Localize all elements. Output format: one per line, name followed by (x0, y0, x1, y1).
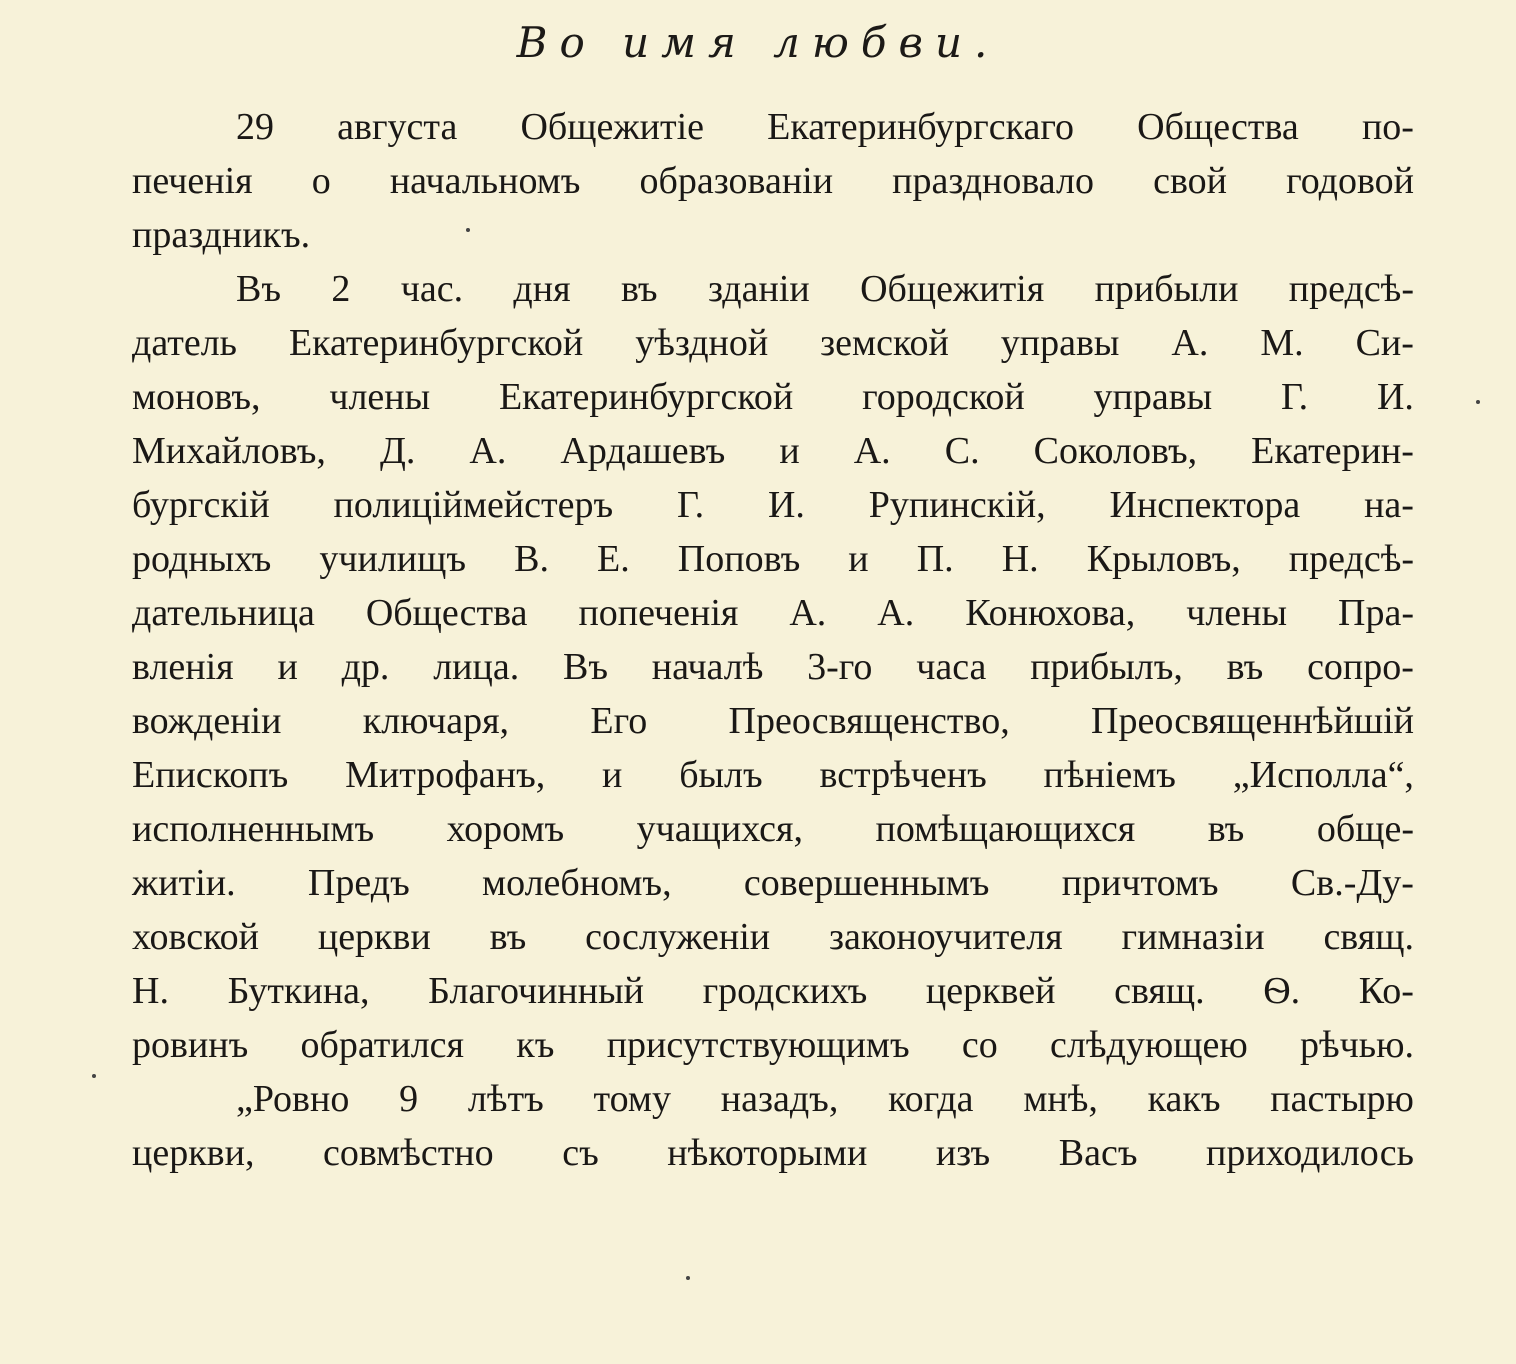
print-speck (466, 228, 470, 232)
word: изъ (935, 1132, 991, 1174)
word: Г. (1280, 376, 1309, 418)
word: когда (888, 1078, 974, 1120)
word: началѣ (651, 646, 764, 688)
word: 29 (236, 106, 274, 148)
word: причтомъ (1061, 862, 1219, 904)
word: помѣщающихся (875, 808, 1136, 850)
word: совершеннымъ (743, 862, 990, 904)
word: дательница (132, 592, 315, 634)
word: Предъ (307, 862, 410, 904)
word: А. (1171, 322, 1209, 364)
text-line (132, 748, 1414, 802)
word: Его (590, 700, 648, 742)
word: члены (329, 376, 431, 418)
word: прибыли (1094, 268, 1239, 310)
word: свящ. (1323, 916, 1414, 958)
word: праздновало (892, 160, 1094, 202)
word: назадъ, (720, 1078, 839, 1120)
word: образованіи (639, 160, 834, 202)
word: вленія (132, 646, 234, 688)
word: С. (944, 430, 980, 472)
word: на- (1364, 484, 1414, 526)
word: свящ. (1114, 970, 1205, 1012)
word: Инспектора (1109, 484, 1301, 526)
word: со (961, 1024, 998, 1066)
word: зданіи (707, 268, 810, 310)
word: бургскій (132, 484, 270, 526)
word: въ (1226, 646, 1264, 688)
word: Конюхова, (965, 592, 1136, 634)
word: годовой (1286, 160, 1414, 202)
word: А. (853, 430, 891, 472)
word: Буткина, (227, 970, 370, 1012)
page-header: Во имя любви. (516, 18, 1000, 67)
word: Екатеринбургской (288, 322, 584, 364)
text-line (132, 370, 1414, 424)
word: исполненнымъ (132, 808, 375, 850)
word: 2 (331, 268, 351, 310)
word: В. (514, 538, 549, 580)
text-line (132, 856, 1414, 910)
word: какъ (1147, 1078, 1221, 1120)
word: ключаря, (362, 700, 510, 742)
word: нѣкоторыми (667, 1132, 868, 1174)
word: рѣчью. (1300, 1024, 1414, 1066)
word: лѣтъ (467, 1078, 544, 1120)
word: 3-го (807, 646, 873, 688)
word: Васъ (1058, 1132, 1138, 1174)
word: и (277, 646, 298, 688)
word: моновъ, (132, 376, 261, 418)
word: Си- (1355, 322, 1414, 364)
word: И. (767, 484, 805, 526)
word: Преосвященнѣйшій (1091, 700, 1414, 742)
word: по- (1361, 106, 1414, 148)
word: Д. (379, 430, 416, 472)
word: Общежитія (860, 268, 1045, 310)
word: Михайловъ, (132, 430, 326, 472)
word: хоромъ (446, 808, 565, 850)
word: Поповъ (677, 538, 801, 580)
text-line (132, 640, 1414, 694)
word: И. (1376, 376, 1414, 418)
word: др. (341, 646, 390, 688)
word: родныхъ (132, 538, 272, 580)
print-speck (92, 1074, 96, 1078)
word: Общежитіе (520, 106, 705, 148)
print-speck (1476, 400, 1480, 404)
text-line (132, 424, 1414, 478)
word: въ (1207, 808, 1245, 850)
word: къ (516, 1024, 555, 1066)
word: Екатеринбургскаго (767, 106, 1075, 148)
word: Ѳ. (1263, 970, 1301, 1012)
text-line (132, 802, 1414, 856)
word: о (311, 160, 331, 202)
word: пѣніемъ (1043, 754, 1176, 796)
word: Благочинный (428, 970, 644, 1012)
word: Крыловъ, (1086, 538, 1241, 580)
word: Н. (132, 970, 169, 1012)
word: ховской (132, 916, 260, 958)
text-line (132, 478, 1414, 532)
word: Пра- (1338, 592, 1414, 634)
word: тому (593, 1078, 671, 1120)
word: печенія (132, 160, 253, 202)
word: „Ровно (236, 1078, 350, 1120)
word: М. (1260, 322, 1304, 364)
word: датель (132, 322, 237, 364)
word: „Исполла“, (1232, 754, 1414, 796)
word: обратился (300, 1024, 465, 1066)
text-line (132, 1018, 1414, 1072)
word: Епископъ (132, 754, 289, 796)
word: Г. (676, 484, 705, 526)
word: житіи. (132, 862, 236, 904)
word: А. (789, 592, 827, 634)
word: церквей (925, 970, 1056, 1012)
word: предсѣ- (1288, 538, 1414, 580)
word: былъ (679, 754, 763, 796)
word: управы (1000, 322, 1120, 364)
word: Соколовъ, (1033, 430, 1198, 472)
word: час. (400, 268, 464, 310)
text-line (132, 1126, 1414, 1180)
text-line (132, 964, 1414, 1018)
word: присутствующимъ (606, 1024, 910, 1066)
text-line (132, 316, 1414, 370)
word: церкви, (132, 1132, 255, 1174)
word: Екатерин- (1251, 430, 1414, 472)
word: пастырю (1270, 1078, 1414, 1120)
body-text-block (132, 100, 1414, 1180)
word: приходилось (1206, 1132, 1414, 1174)
word: попеченія (578, 592, 739, 634)
word: полиціймейстеръ (333, 484, 614, 526)
text-line: праздникъ. (132, 214, 311, 256)
word: часа (916, 646, 987, 688)
text-line (132, 910, 1414, 964)
word: лица. (433, 646, 520, 688)
word: Е. (597, 538, 630, 580)
word: уѣздной (635, 322, 769, 364)
word: ровинъ (132, 1024, 249, 1066)
word: Ардашевъ (560, 430, 726, 472)
print-speck (686, 1276, 690, 1280)
word: городской (862, 376, 1025, 418)
word: Митрофанъ, (345, 754, 546, 796)
word: молебномъ, (482, 862, 672, 904)
word: Св.-Ду- (1290, 862, 1414, 904)
word: А. (877, 592, 915, 634)
word: управы (1093, 376, 1213, 418)
word: встрѣченъ (819, 754, 987, 796)
word: свой (1153, 160, 1227, 202)
word: и (848, 538, 869, 580)
word: сослуженіи (585, 916, 771, 958)
word: Рупинскій, (868, 484, 1046, 526)
word: вожденіи (132, 700, 282, 742)
word: училищъ (319, 538, 467, 580)
text-line (132, 694, 1414, 748)
text-line (132, 154, 1414, 208)
word: учащихся, (636, 808, 803, 850)
word: предсѣ- (1288, 268, 1414, 310)
word: члены (1186, 592, 1288, 634)
text-line (132, 532, 1414, 586)
word: законоучителя (829, 916, 1063, 958)
word: Ко- (1358, 970, 1414, 1012)
text-line (132, 1072, 1414, 1126)
word: П. (916, 538, 954, 580)
word: сопро- (1307, 646, 1414, 688)
word: Въ (236, 268, 281, 310)
word: въ (620, 268, 658, 310)
word: обще- (1316, 808, 1414, 850)
text-line (132, 262, 1414, 316)
word: и (602, 754, 623, 796)
word: церкви (317, 916, 431, 958)
word: Преосвященство, (728, 700, 1010, 742)
word: гродскихъ (702, 970, 868, 1012)
word: мнѣ, (1023, 1078, 1098, 1120)
word: совмѣстно (323, 1132, 494, 1174)
text-line (132, 586, 1414, 640)
word: Общества (365, 592, 528, 634)
text-line (132, 100, 1414, 154)
word: начальномъ (389, 160, 581, 202)
word: дня (513, 268, 571, 310)
word: въ (489, 916, 527, 958)
word: Въ (562, 646, 608, 688)
word: 9 (399, 1078, 419, 1120)
word: земской (820, 322, 949, 364)
word: гимназіи (1121, 916, 1265, 958)
word: Екатеринбургской (498, 376, 794, 418)
word: Н. (1001, 538, 1039, 580)
word: А. (469, 430, 507, 472)
word: съ (562, 1132, 599, 1174)
word: августа (337, 106, 458, 148)
word: и (779, 430, 800, 472)
word: прибылъ, (1030, 646, 1183, 688)
word: слѣдующею (1050, 1024, 1248, 1066)
word: Общества (1137, 106, 1299, 148)
